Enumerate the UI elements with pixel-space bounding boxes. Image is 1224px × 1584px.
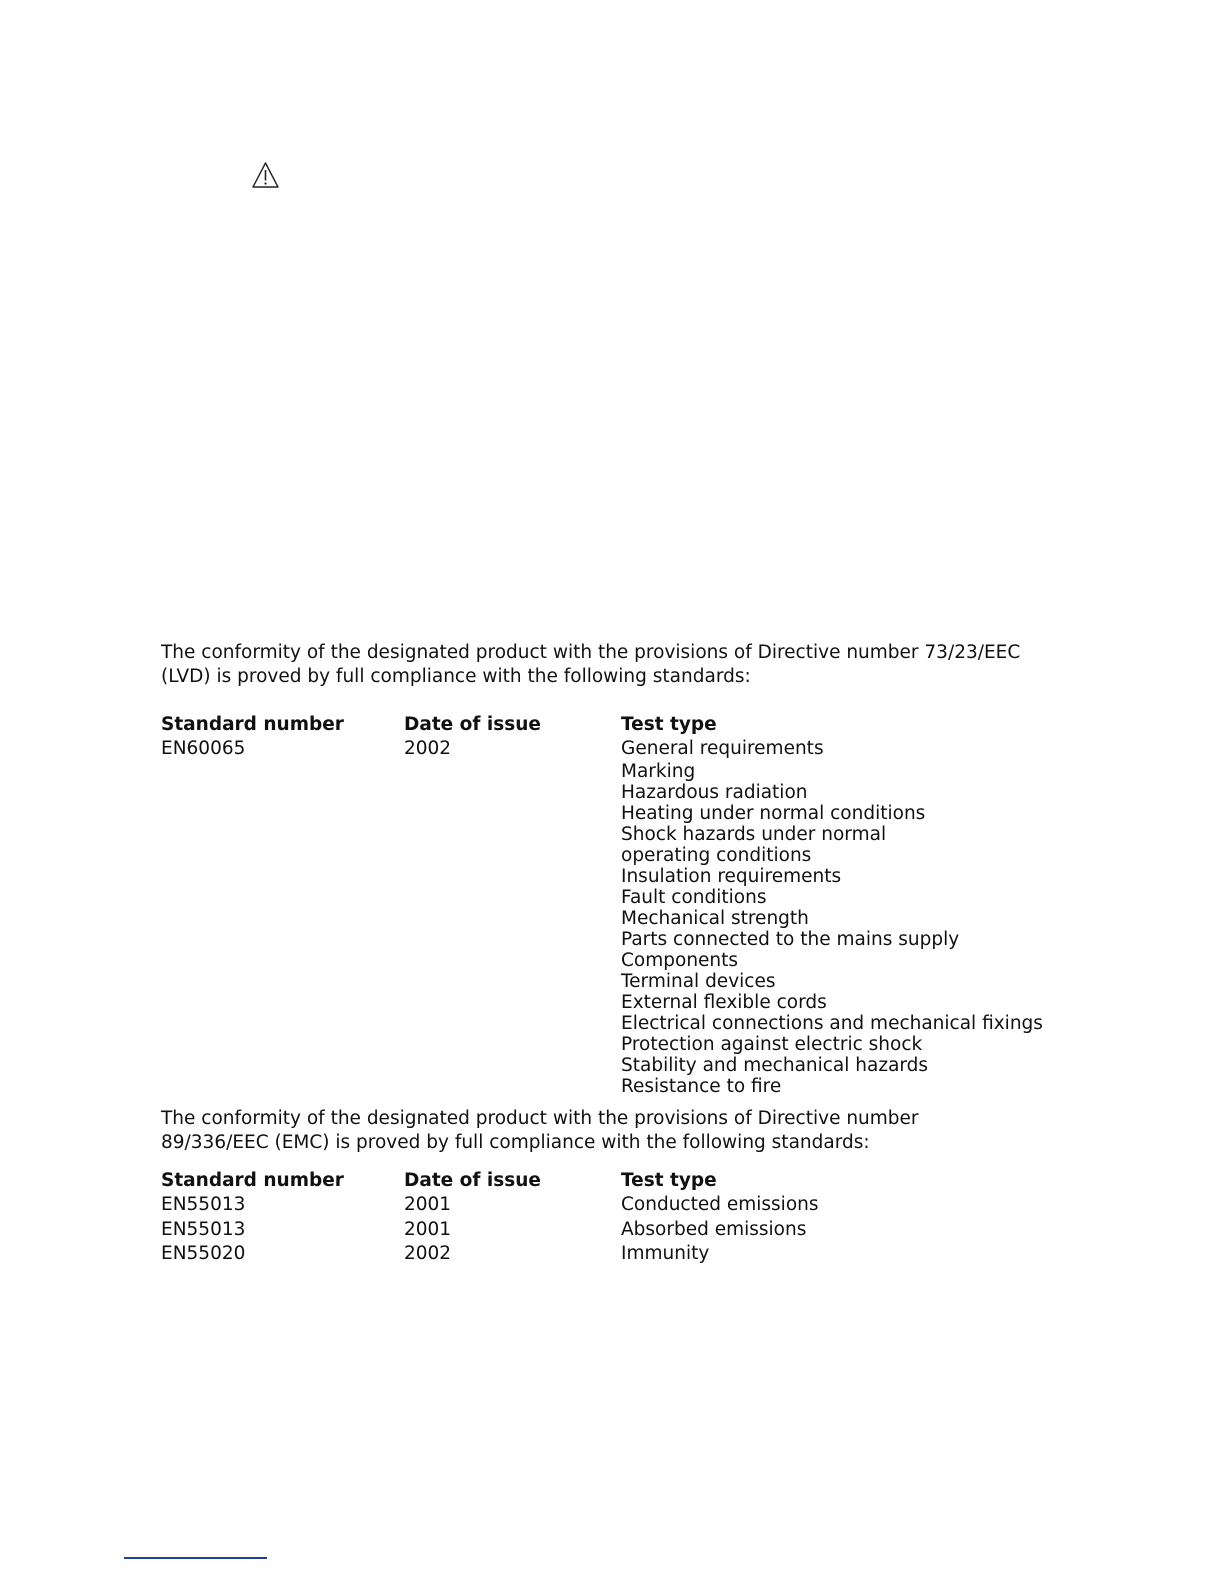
test-type: Conducted emissions xyxy=(621,1194,819,1215)
lvd-intro xyxy=(161,641,1081,689)
list-item: Hazardous radiation xyxy=(621,782,808,803)
list-item: Stability and mechanical hazards xyxy=(621,1055,929,1076)
date-of-issue: 2002 xyxy=(404,1243,452,1264)
lvd-standards-table xyxy=(161,713,1081,1097)
test-type-list xyxy=(621,737,1081,1097)
list-item: Marking xyxy=(621,761,696,782)
footnote-separator xyxy=(124,1557,267,1559)
list-item: External flexible cords xyxy=(621,992,827,1013)
header-test-type: Test type xyxy=(621,1170,717,1191)
test-type: Absorbed emissions xyxy=(621,1218,807,1240)
standard-number: EN55020 xyxy=(161,1243,246,1264)
list-item: Heating under normal conditions xyxy=(621,803,926,824)
header-test-type: Test type xyxy=(621,714,717,735)
emc-intro xyxy=(161,1107,1081,1155)
emc-intro-line-2: 89/336/EEC (EMC) is proved by full compliance with the following standards: xyxy=(161,1132,870,1153)
standard-number: EN60065 xyxy=(161,738,246,759)
list-item: Fault conditions xyxy=(621,887,767,908)
list-item: General requirements xyxy=(621,738,824,759)
table-row xyxy=(161,737,1081,1097)
list-item: Electrical connections and mechanical fixings xyxy=(621,1013,1043,1034)
list-item: Components xyxy=(621,950,739,971)
date-of-issue: 2001 xyxy=(404,1218,452,1240)
header-date-of-issue: Date of issue xyxy=(404,714,541,735)
test-type: Immunity xyxy=(621,1243,710,1264)
lvd-section xyxy=(161,641,1081,1097)
warning-icon xyxy=(251,161,280,189)
table-row xyxy=(161,1242,1081,1267)
date-of-issue: 2002 xyxy=(404,738,452,759)
header-standard-number: Standard number xyxy=(161,1170,344,1191)
emc-section xyxy=(161,1107,1081,1267)
table-row xyxy=(161,1218,1081,1243)
lvd-intro-line-1: The conformity of the designated product with the provisions of Directive number 73/23/EEC xyxy=(161,642,1021,663)
table-row xyxy=(161,1193,1081,1218)
emc-standards-table xyxy=(161,1169,1081,1267)
list-item: Parts connected to the mains supply xyxy=(621,929,960,950)
lvd-intro-line-2: (LVD) is proved by full compliance with the following standards: xyxy=(161,666,751,687)
list-item: Resistance to fire xyxy=(621,1076,782,1097)
header-standard-number: Standard number xyxy=(161,714,344,735)
date-of-issue: 2001 xyxy=(404,1194,452,1215)
list-item: operating conditions xyxy=(621,845,812,866)
list-item: Protection against electric shock xyxy=(621,1034,923,1055)
list-item: Shock hazards under normal xyxy=(621,824,887,845)
list-item: Terminal devices xyxy=(621,971,776,992)
table-header-row xyxy=(161,713,1081,737)
list-item: Mechanical strength xyxy=(621,908,809,929)
table-header-row xyxy=(161,1169,1081,1193)
header-date-of-issue: Date of issue xyxy=(404,1170,541,1191)
list-item: Insulation requirements xyxy=(621,866,842,887)
standard-number: EN55013 xyxy=(161,1194,246,1215)
standard-number: EN55013 xyxy=(161,1218,246,1240)
emc-intro-line-1: The conformity of the designated product with the provisions of Directive number xyxy=(161,1108,919,1129)
